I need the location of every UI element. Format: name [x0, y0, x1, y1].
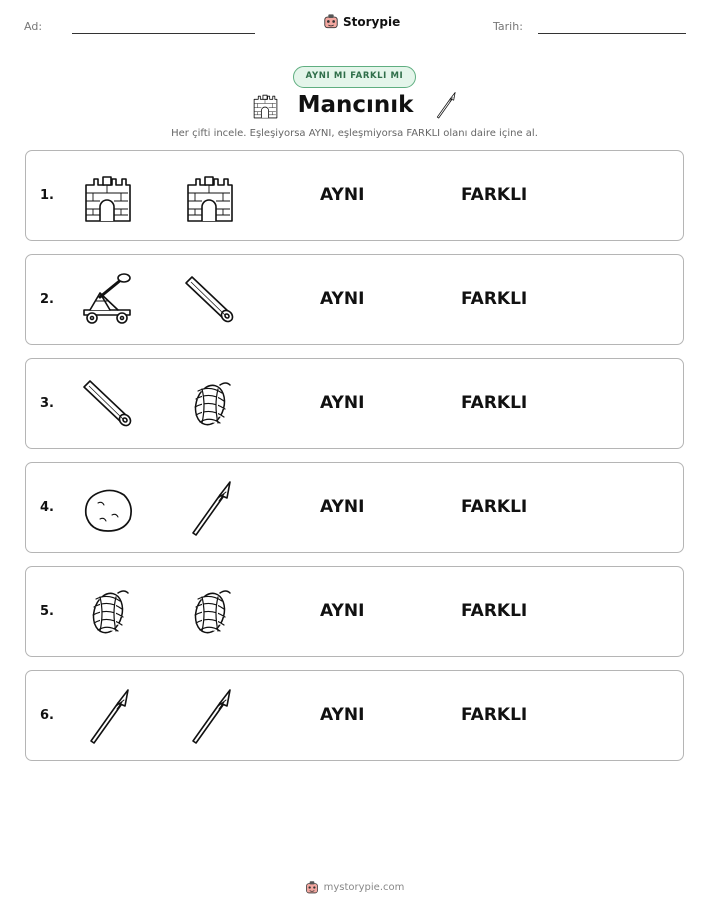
- castle-icon: [250, 90, 280, 120]
- same-option[interactable]: AYNI: [320, 601, 365, 621]
- exercise-row: [25, 670, 684, 761]
- worksheet-type-badge: AYNI MI FARKLI MI: [293, 66, 416, 88]
- spear-icon: [180, 479, 238, 537]
- same-option[interactable]: AYNI: [320, 497, 365, 517]
- name-label: Ad:: [24, 20, 43, 33]
- catapult-icon: [78, 271, 136, 329]
- same-option[interactable]: AYNI: [320, 393, 365, 413]
- row-number: 4.: [40, 500, 54, 515]
- storypie-logo-icon: [305, 880, 319, 895]
- castle-icon: [78, 167, 136, 225]
- wooden-beam-icon: [180, 271, 238, 329]
- exercise-row: [25, 150, 684, 241]
- row-number: 1.: [40, 188, 54, 203]
- exercise-row: [25, 566, 684, 657]
- page-title: Mancınık: [297, 92, 414, 118]
- different-option[interactable]: FARKLI: [461, 393, 528, 413]
- rope-coil-icon: [78, 583, 136, 641]
- date-label: Tarih:: [493, 20, 523, 33]
- different-option[interactable]: FARKLI: [461, 185, 528, 205]
- different-option[interactable]: FARKLI: [461, 497, 528, 517]
- row-number: 3.: [40, 396, 54, 411]
- title-row: [0, 90, 709, 120]
- row-number: 5.: [40, 604, 54, 619]
- exercise-row: [25, 358, 684, 449]
- same-option[interactable]: AYNI: [320, 289, 365, 309]
- same-option[interactable]: AYNI: [320, 185, 365, 205]
- exercise-row: [25, 462, 684, 553]
- date-line[interactable]: [538, 33, 686, 34]
- same-option[interactable]: AYNI: [320, 705, 365, 725]
- spear-icon: [78, 687, 136, 745]
- wooden-beam-icon: [78, 375, 136, 433]
- spear-icon: [180, 687, 238, 745]
- different-option[interactable]: FARKLI: [461, 705, 528, 725]
- name-line[interactable]: [72, 33, 255, 34]
- footer-url[interactable]: mystorypie.com: [323, 882, 405, 893]
- castle-icon: [180, 167, 238, 225]
- spear-icon: [431, 90, 459, 120]
- row-number: 6.: [40, 708, 54, 723]
- instructions: Her çifti incele. Eşleşiyorsa AYNI, eşleşmiyorsa FARKLI olanı daire içine al.: [171, 128, 538, 139]
- rock-icon: [78, 479, 136, 537]
- exercise-row: [25, 254, 684, 345]
- different-option[interactable]: FARKLI: [461, 601, 528, 621]
- rope-coil-icon: [180, 375, 238, 433]
- brand-logo: [323, 13, 400, 30]
- footer: [0, 880, 709, 895]
- row-number: 2.: [40, 292, 54, 307]
- storypie-logo-icon: [323, 13, 339, 30]
- brand-name: Storypie: [343, 14, 401, 29]
- different-option[interactable]: FARKLI: [461, 289, 528, 309]
- rope-coil-icon: [180, 583, 238, 641]
